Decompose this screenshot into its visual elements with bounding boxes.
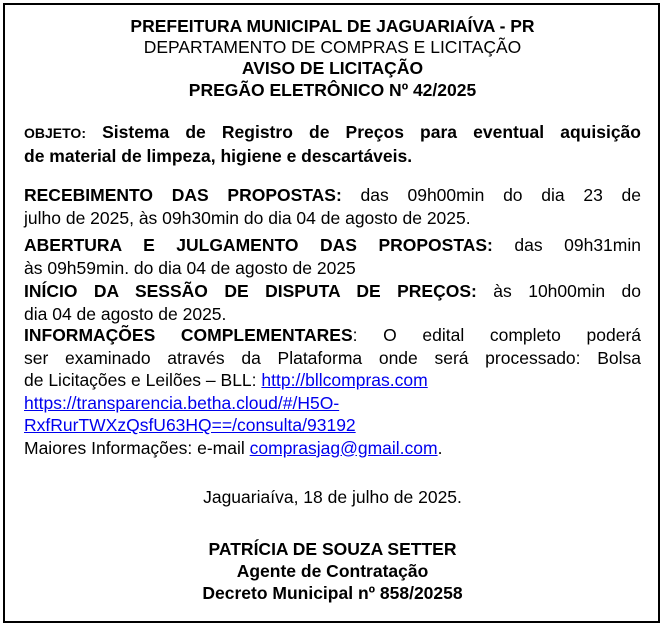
email-link[interactable]: comprasjag@gmail.com — [249, 437, 438, 458]
header-prefeitura: PREFEITURA MUNICIPAL DE JAGUARIAÍVA - PR — [130, 16, 535, 36]
inicio-section — [24, 280, 641, 325]
header-aviso: AVISO DE LICITAÇÃO — [241, 58, 424, 78]
inicio-label: INÍCIO DA SESSÃO DE DISPUTA DE PREÇOS: — [24, 281, 477, 301]
recebimento-text-2: julho de 2025, às 09h30min do dia 04 de agosto de 2025. — [24, 207, 471, 228]
abertura-section — [24, 234, 641, 279]
signer-role: Agente de Contratação — [236, 561, 429, 581]
informacoes-text-1: : O edital completo poderá — [352, 325, 642, 345]
maiores-prefix: Maiores Informações: e-mail — [24, 437, 250, 458]
abertura-text-2: às 09h59min. do dia 04 de agosto de 2025 — [24, 257, 356, 278]
header-pregao: PREGÃO ELETRÔNICO Nº 42/2025 — [188, 80, 477, 100]
objeto-label: OBJETO: — [24, 125, 86, 141]
objeto-section — [24, 121, 641, 167]
informacoes-text-2: ser examinado através da Plataforma onde será processado: Bolsa — [24, 347, 641, 368]
betha-link-part1[interactable]: https://transparencia.betha.cloud/#/H5O- — [24, 392, 340, 413]
header-departamento: DEPARTAMENTO DE COMPRAS E LICITAÇÃO — [143, 37, 522, 57]
informacoes-section — [24, 324, 641, 459]
recebimento-text-1: das 09h00min do dia 23 de — [360, 185, 641, 205]
informacoes-text-3: de Licitações e Leilões – BLL: — [24, 370, 262, 390]
informacoes-label: INFORMAÇÕES COMPLEMENTARES — [24, 325, 353, 345]
abertura-text-1: das 09h31min — [514, 235, 641, 255]
maiores-suffix: . — [437, 437, 443, 458]
signer-decree: Decreto Municipal nº 858/20258 — [202, 583, 463, 603]
objeto-text-2: de material de limpeza, higiene e descartáveis. — [24, 145, 413, 166]
recebimento-label: RECEBIMENTO DAS PROPOSTAS: — [24, 185, 342, 205]
bll-link[interactable]: http://bllcompras.com — [261, 370, 428, 390]
signer-name: PATRÍCIA DE SOUZA SETTER — [208, 539, 457, 559]
recebimento-section — [24, 184, 641, 229]
place-date: Jaguariaíva, 18 de julho de 2025. — [203, 487, 462, 507]
objeto-text-1: Sistema de Registro de Preços para eventual aquisição — [102, 122, 641, 142]
inicio-text-2: dia 04 de agosto de 2025. — [24, 303, 227, 324]
inicio-text-1: às 10h00min do — [493, 281, 641, 301]
betha-link-part2[interactable]: RxfRurTWXzQsfU63HQ==/consulta/93192 — [24, 415, 356, 435]
abertura-label: ABERTURA E JULGAMENTO DAS PROPOSTAS: — [24, 235, 493, 255]
